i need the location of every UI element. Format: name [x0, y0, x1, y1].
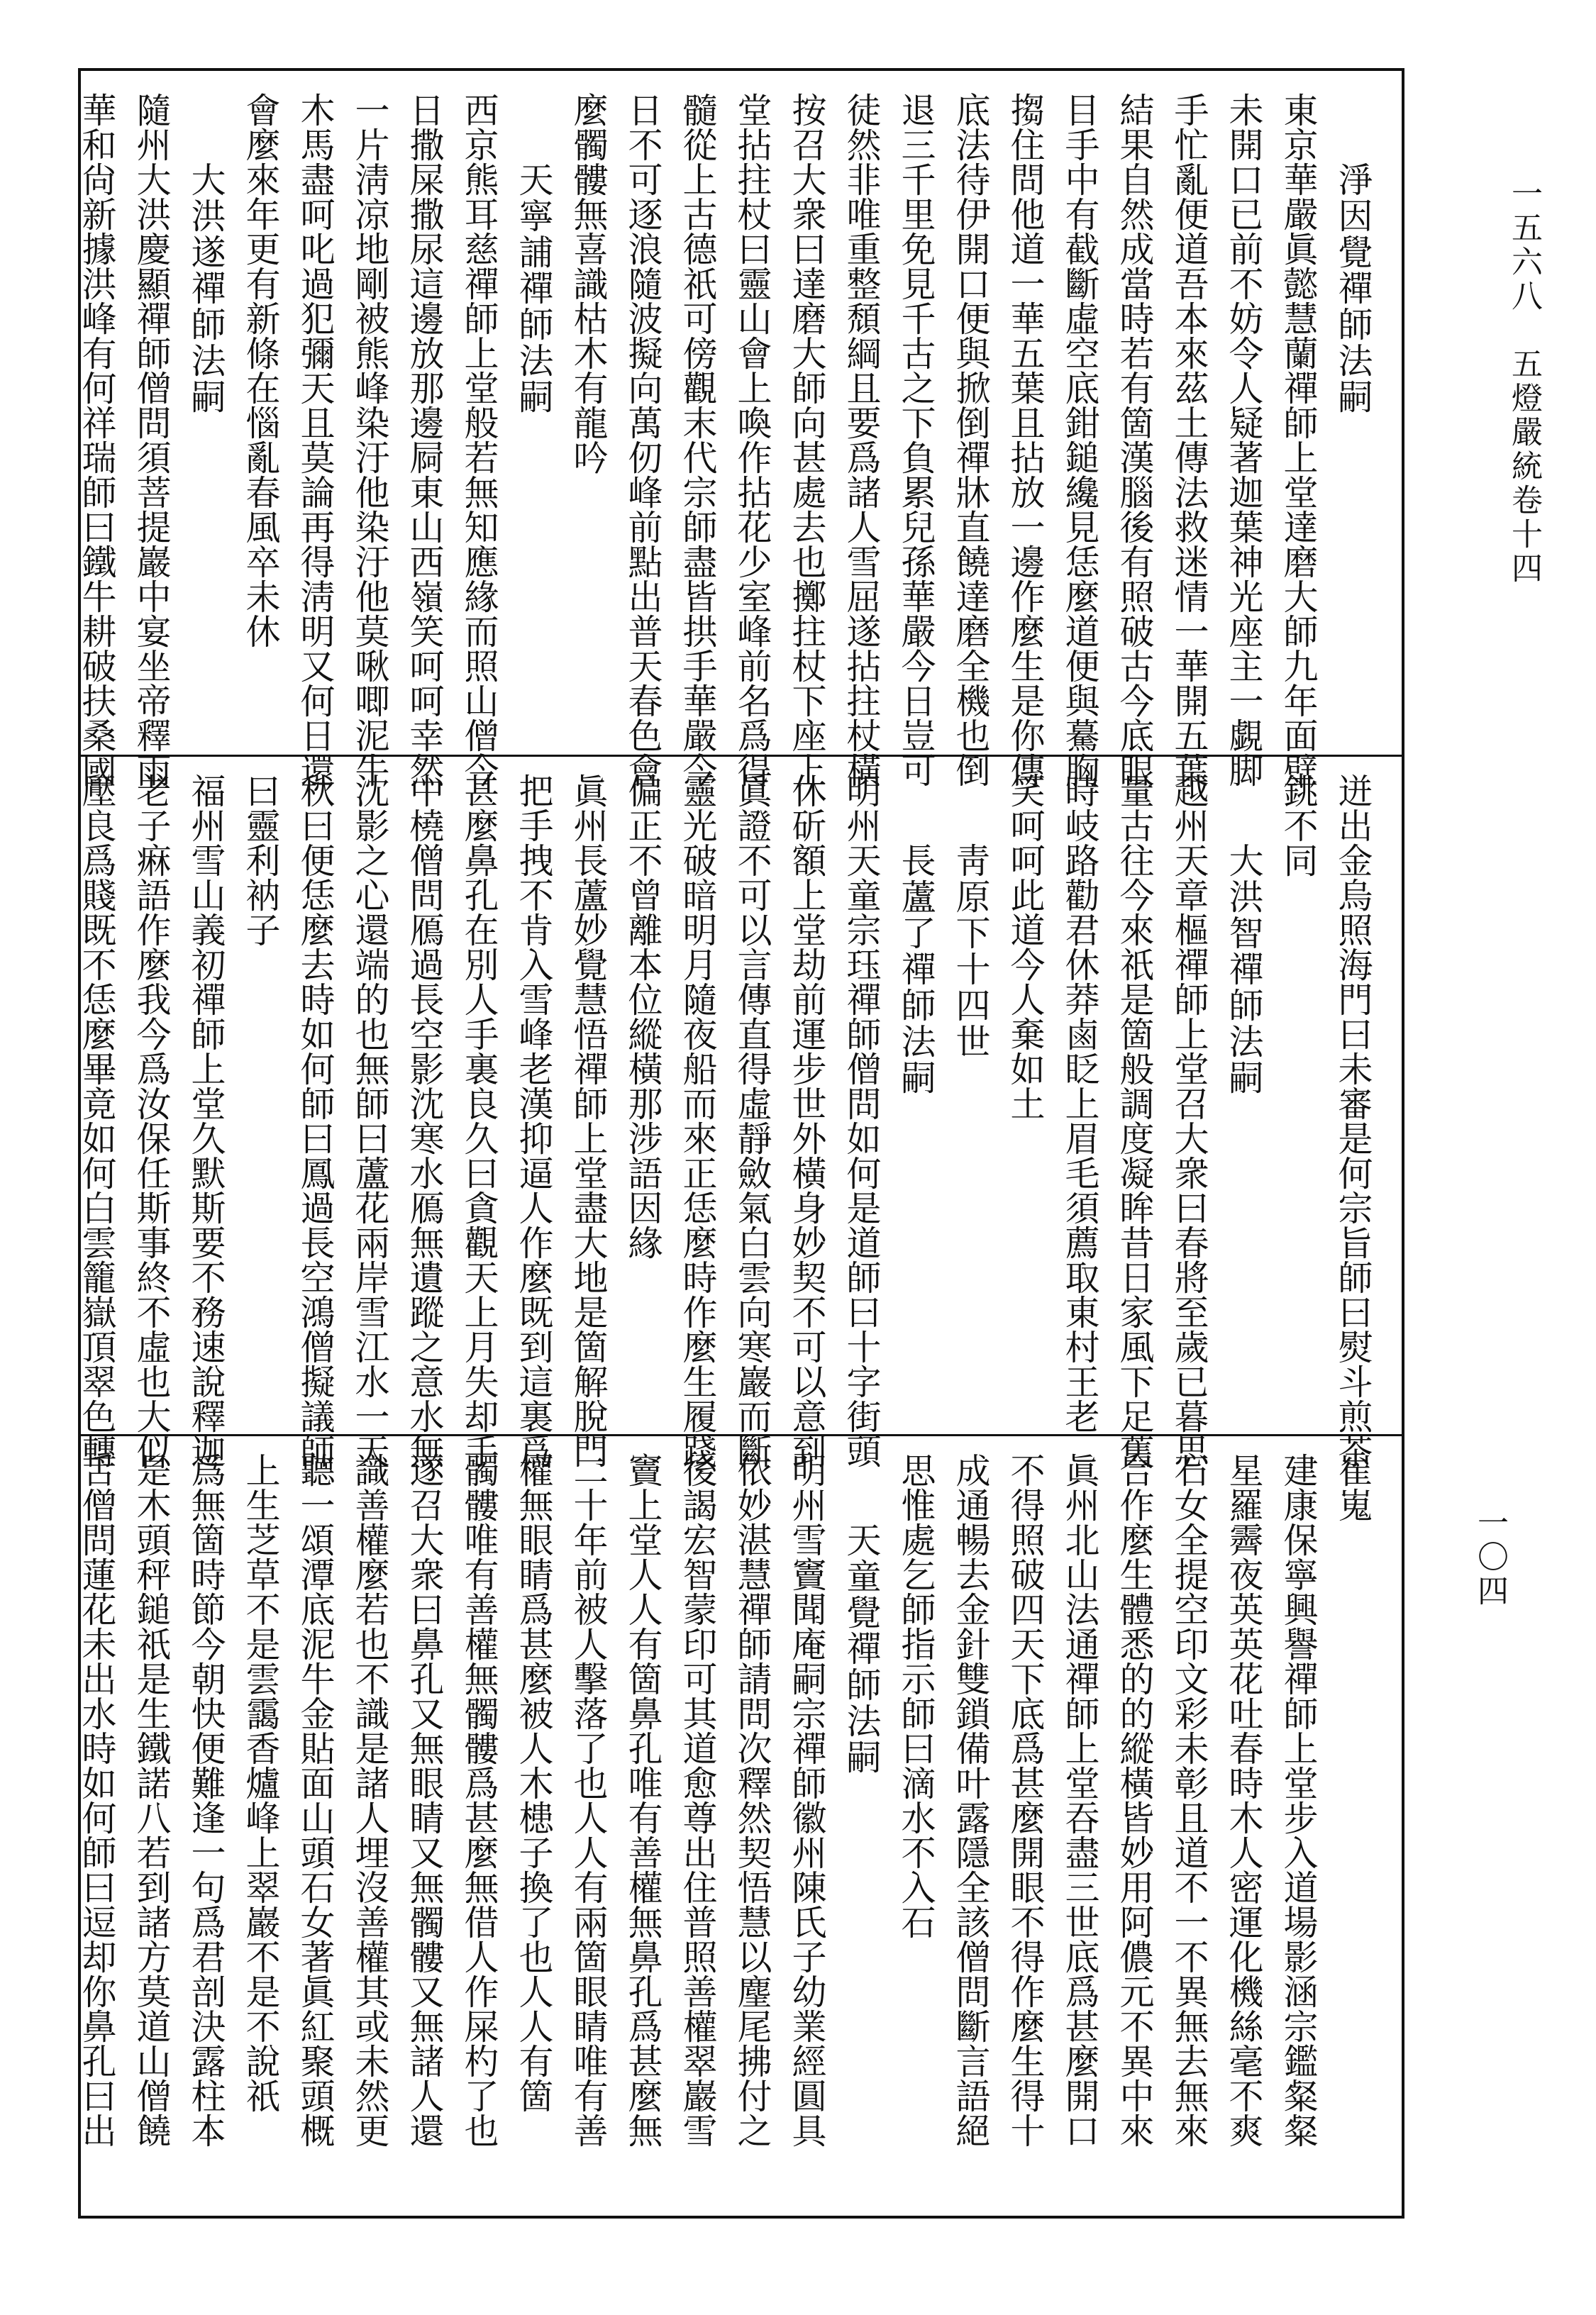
text-column: 靈光破暗明月隨夜船而來正恁麼時作麼生履踐 [677, 773, 718, 1468]
text-column: 爲無箇時節今朝快便難逢一句爲君剖決露柱本 [186, 1453, 226, 2148]
text-column: 木馬盡呵叱過犯彌天且莫論再得淸明又何日還 [295, 92, 336, 787]
text-column: 銚不同 [1278, 773, 1319, 877]
text-column: 石女全提空印文彩未彰且道不一不異無去無來 [1169, 1453, 1209, 2148]
text-column: 竇上堂人人有箇鼻孔唯有善權無鼻孔爲甚麼無 [623, 1453, 663, 2148]
text-column: 明州雪竇聞庵嗣宗禪師徽州陳氏子幼業經圓具 [787, 1453, 827, 2148]
text-column: 建康保寧興譽禪師上堂步入道場影涵宗鑑粲粲 [1278, 1453, 1319, 2148]
section-heading: 大洪智禪師法嗣 [1224, 843, 1264, 1096]
text-column: 舌僧問蓮花未出水時如何師曰逗却你鼻孔曰出 [77, 1453, 117, 2148]
text-column: 眞證不可以言傳直得虛靜斂氣白雲向寒巖而斷 [732, 773, 772, 1468]
text-column: 壓良爲賤既不恁麼畢竟如何白雲籠嶽頂翠色轉 [77, 773, 117, 1468]
text-column: 休斫額上堂劫前運步世外橫身妙契不可以意到 [787, 773, 827, 1468]
leaf-number: 一〇四 [1472, 1506, 1508, 1609]
text-column: 日不可逐浪隨波擬向萬仞峰前點出普天春色會 [623, 92, 663, 787]
section-heading: 天童覺禪師法嗣 [841, 1522, 882, 1775]
text-column: 眞州北山法通禪師上堂吞盡三世底爲甚麼開口 [1060, 1453, 1100, 2148]
text-column: 成通暢去金針雙鎖備叶露隱全該僧問斷言語絕 [951, 1453, 991, 2148]
text-column: 不得照破四天下底爲甚麼開眼不得作麼生得十 [1005, 1453, 1046, 2148]
text-column: 秋曰便恁麼去時如何師曰鳳過長空鴻僧擬議師 [295, 773, 336, 1468]
text-column: 徒然非唯重整頹綱且要爲諸人雪屈遂拈拄杖橫 [841, 92, 882, 787]
text-column: 福州雪山義初禪師上堂久默斯要不務速說釋迦 [186, 773, 226, 1468]
text-column: 甚麼鼻孔在別人手裏良久曰貪觀天上月失却手 [459, 773, 499, 1468]
text-column: 依妙湛慧禪師請問次釋然契悟慧以麈尾拂付之 [732, 1453, 772, 2148]
text-column: 後謁宏智蒙印可其道愈尊出住普照善權翠巖雪 [677, 1453, 718, 2148]
text-column: 中橈僧問鴈過長空影沈寒水鴈無遺蹤之意水無 [404, 773, 445, 1468]
text-column: 時岐路勸君休莽鹵眨上眉毛須薦取東村王老 [1060, 773, 1100, 1433]
text-column: 髓從上古德祇可傍觀末代宗師盡皆拱手華嚴今 [677, 92, 718, 787]
text-column: 老子痳語作麼我今爲汝保任斯事終不虛也大似 [131, 773, 172, 1468]
text-column: 退三千里免見千古之下負累兒孫華嚴今日豈可 [896, 92, 936, 787]
text-column: 識善權麼若也不識是諸人埋沒善權其或未然更 [350, 1453, 390, 2148]
text-column: 量古往今來祇是箇般調度凝眸昔日家風下足舊 [1114, 773, 1155, 1468]
section-heading: 長蘆了禪師法嗣 [896, 843, 936, 1096]
section-heading: 靑原下十四世 [951, 843, 991, 1060]
text-column: 西京熊耳慈禪師上堂般若無知應緣而照山僧今 [459, 92, 499, 787]
text-column: 會麼來年更有新條在惱亂春風卒未休 [240, 92, 281, 648]
text-column: 遂召大衆曰鼻孔又無眼睛又無髑髏又無諸人還 [404, 1453, 445, 2148]
text-column: 手忙亂便道吾本來茲土傳法救迷情一華開五葉 [1169, 92, 1209, 787]
text-column: 權無眼睛爲甚麼被人木槵子換了也人人有箇 [514, 1453, 554, 2113]
text-column: 偏正不曾離本位縱橫那涉語因緣 [623, 773, 663, 1260]
text-column: 隨州大洪慶顯禪師僧問須菩提巖中宴坐帝釋雨 [131, 92, 172, 787]
text-column: 思惟處乞師指示師曰滴水不入石 [896, 1453, 936, 1939]
text-column: 崔嵬 [1333, 1453, 1373, 1522]
text-column: 堂拈拄杖曰靈山會上喚作拈花少室峰前名爲得 [732, 92, 772, 787]
text-column: 日撒屎撒尿這邊放那邊屙東山西嶺笑呵呵幸然 [404, 92, 445, 787]
text-column: 華和尙新據洪峰有何祥瑞師曰鐵牛耕破扶桑國 [77, 92, 117, 787]
text-column: 目手中有截斷虛空底鉗鎚纔見恁麼道便與驀胸 [1060, 92, 1100, 787]
section-heading: 大洪遂禪師法嗣 [186, 162, 226, 415]
text-column: 曰靈利衲子 [240, 773, 281, 947]
text-column: 笑呵呵此道今人棄如土 [1005, 773, 1046, 1121]
text-column: 星羅霽夜英英花吐春時木人密運化機絲毫不爽 [1224, 1453, 1264, 2148]
text-column: 迸出金烏照海門曰未審是何宗旨師曰熨斗煎茶 [1333, 773, 1373, 1468]
text-column: 髑髏唯有善權無髑髏爲甚麼無借人作屎杓了也 [459, 1453, 499, 2148]
text-column: 沈影之心還端的也無師曰蘆花兩岸雪江水一天 [350, 773, 390, 1468]
text-column: 結果自然成當時若有箇漢腦後有照破古今底眼 [1114, 92, 1155, 787]
section-heading: 淨因覺禪師法嗣 [1333, 162, 1373, 415]
text-column: 麼髑髏無喜識枯木有龍吟 [568, 92, 609, 474]
text-column: 底法待伊開口便與掀倒禪牀直饒達磨全機也倒 [951, 92, 991, 787]
text-column: 搊住問他道一華五葉且拈放一邊作麼生是你傳 [1005, 92, 1046, 787]
text-column: 越州天章樞禪師上堂召大衆曰春將至歲已暮思 [1169, 773, 1209, 1468]
text-column: 未開口已前不妨令人疑著迦葉神光座主一覷脚 [1224, 92, 1264, 787]
text-column: 一片淸凉地剛被熊峰染汙他染汙他莫啾唧泥牛 [350, 92, 390, 787]
running-header: 一五六八 五燈嚴統卷十四 [1506, 177, 1542, 586]
text-column: 合作麼生體悉的的縱橫皆妙用阿儂元不異中來 [1114, 1453, 1155, 2148]
text-column: 明州天童宗珏禪師僧問如何是道師曰十字街頭 [841, 773, 882, 1468]
text-column: 把手拽不肯入雪峰老漢抑逼人作麼既到這裏爲 [514, 773, 554, 1468]
text-column: 二十年前被人擊落了也人人有兩箇眼睛唯有善 [568, 1453, 609, 2148]
section-heading: 天寧誧禪師法嗣 [514, 162, 554, 415]
text-column: 聽一頌潭底泥牛金貼面山頭石女著眞紅聚頭概 [295, 1453, 336, 2148]
text-column: 眞州長蘆妙覺慧悟禪師上堂盡大地是箇解脫門 [568, 773, 609, 1468]
text-column: 是木頭秤鎚祇是生鐵諾八若到諸方莫道山僧饒 [131, 1453, 172, 2148]
text-column: 上生芝草不是雲靄香爐峰上翠巖不是不說祇 [240, 1453, 281, 2113]
text-column: 東京華嚴眞懿慧蘭禪師上堂達磨大師九年面壁 [1278, 92, 1319, 787]
text-column: 按召大衆曰達磨大師向甚處去也擲拄杖下座上 [787, 92, 827, 787]
